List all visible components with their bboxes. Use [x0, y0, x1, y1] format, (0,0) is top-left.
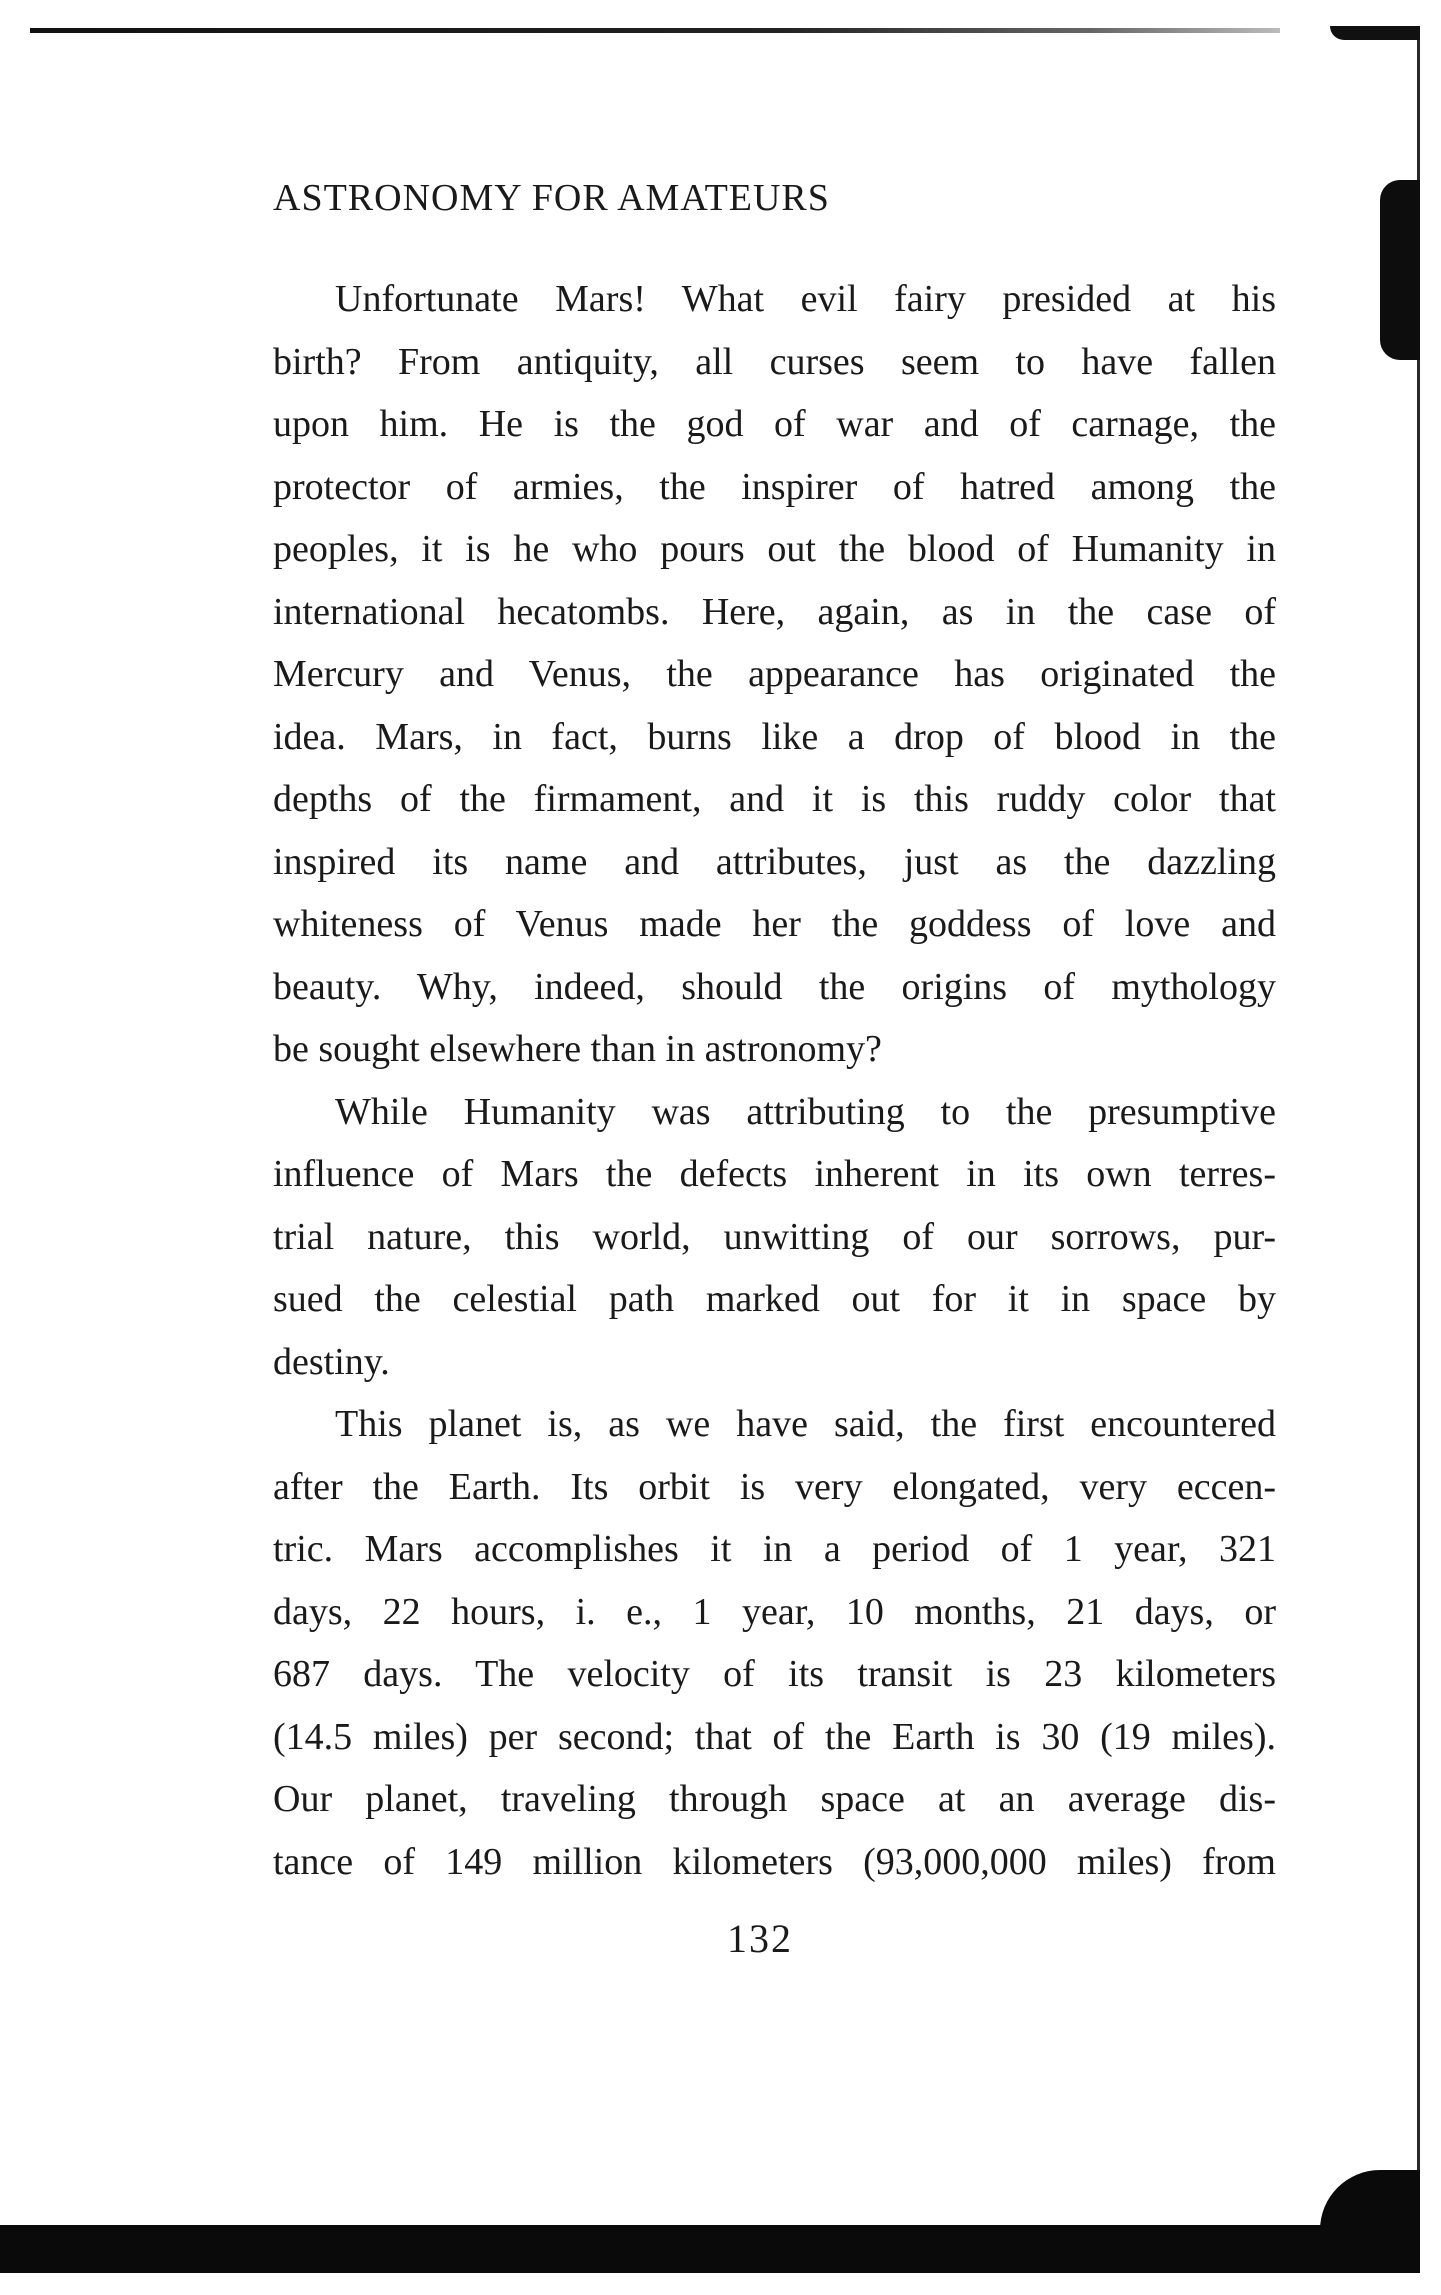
text-line: idea. Mars, in fact, burns like a drop of blood in the — [273, 715, 1276, 758]
text-line: days, 22 hours, i. e., 1 year, 10 months, 21 days, or — [273, 1590, 1276, 1633]
text-line: after the Earth. Its orbit is very elongated, very eccen- — [273, 1465, 1276, 1508]
text-line: 687 days. The velocity of its transit is 23 kilometers — [273, 1653, 1276, 1695]
text-line: destiny. — [273, 1340, 390, 1383]
scan-binding-shadow — [1380, 180, 1420, 360]
running-head: ASTRONOMY FOR AMATEURS — [273, 177, 830, 219]
scan-bottom-corner-shadow — [1320, 2170, 1420, 2230]
body-text — [273, 268, 1276, 1893]
text-line: depths of the firmament, and it is this ruddy color that — [273, 778, 1276, 820]
text-line: tric. Mars accomplishes it in a period of 1 year, 321 — [273, 1528, 1276, 1570]
text-line: (14.5 miles) per second; that of the Earth is 30 (19 miles). — [273, 1715, 1276, 1758]
scan-corner-shadow — [1330, 26, 1420, 40]
text-line: While Humanity was attributing to the presumptive — [335, 1090, 1276, 1133]
text-line: tance of 149 million kilometers (93,000,000 miles) from — [273, 1840, 1276, 1883]
text-line: birth? From antiquity, all curses seem to have fallen — [273, 340, 1276, 383]
paragraph-2 — [273, 1081, 1276, 1394]
text-line: be sought elsewhere than in astronomy? — [273, 1028, 882, 1070]
paragraph-1 — [273, 268, 1276, 1081]
text-line: whiteness of Venus made her the goddess of love and — [273, 903, 1276, 945]
text-line: international hecatombs. Here, again, as in the case of — [273, 590, 1276, 633]
scan-right-edge — [1417, 40, 1420, 2190]
text-line: peoples, it is he who pours out the blood of Humanity in — [273, 528, 1276, 570]
paragraph-3 — [273, 1393, 1276, 1893]
text-line: trial nature, this world, unwitting of our sorrows, pur- — [273, 1215, 1276, 1258]
scan-top-edge — [30, 28, 1280, 33]
text-line: This planet is, as we have said, the first encountered — [335, 1403, 1276, 1445]
text-line: sued the celestial path marked out for it in space by — [273, 1278, 1276, 1320]
text-line: Unfortunate Mars! What evil fairy presided at his — [335, 278, 1276, 320]
text-line: Mercury and Venus, the appearance has originated the — [273, 653, 1276, 695]
text-line: influence of Mars the defects inherent in its own terres- — [273, 1153, 1276, 1195]
text-line: protector of armies, the inspirer of hatred among the — [273, 465, 1276, 508]
page-number: 132 — [727, 1916, 793, 1961]
scan-bottom-edge — [0, 2225, 1420, 2273]
text-line: upon him. He is the god of war and of carnage, the — [273, 403, 1276, 445]
text-line: beauty. Why, indeed, should the origins of mythology — [273, 965, 1276, 1008]
text-line: inspired its name and attributes, just as the dazzling — [273, 840, 1276, 883]
text-line: Our planet, traveling through space at an average dis- — [273, 1778, 1276, 1820]
